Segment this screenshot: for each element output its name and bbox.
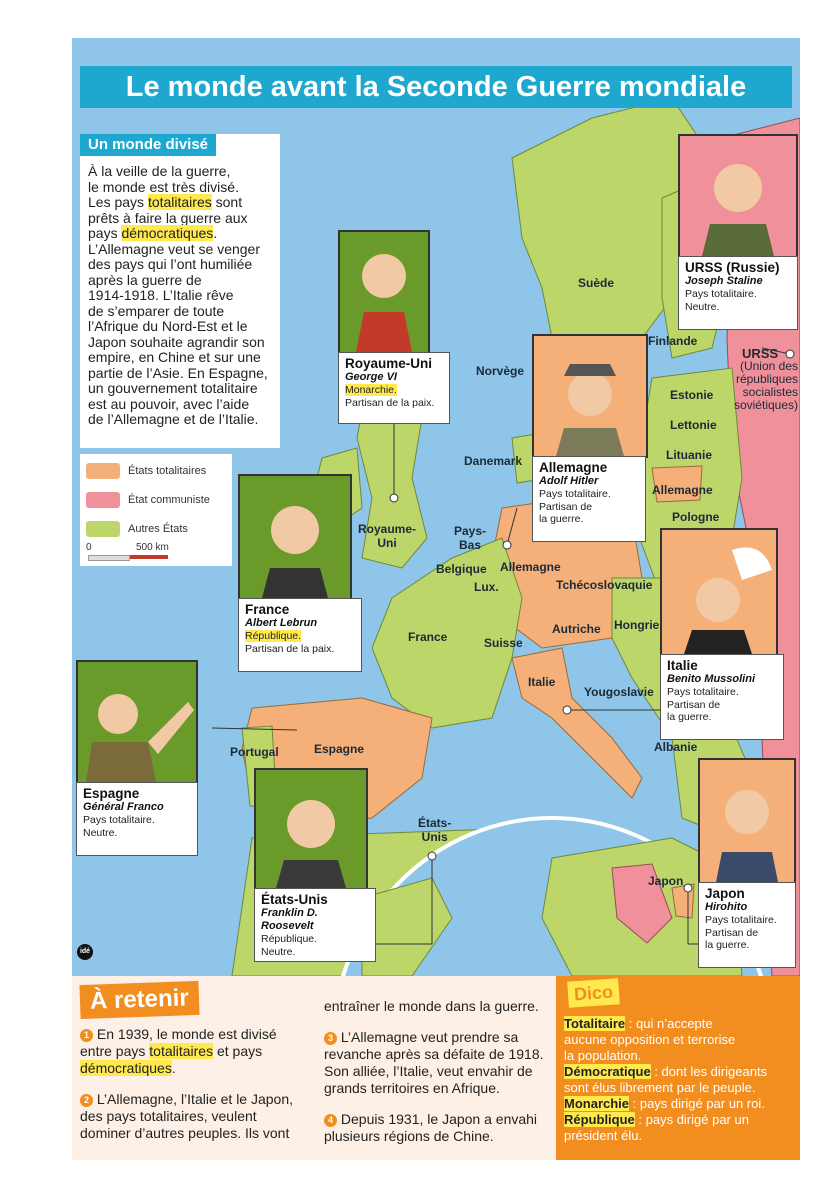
dico-entry <box>564 1016 796 1032</box>
label-danemark: Danemark <box>464 454 523 468</box>
dico-def: : qui n’accepte <box>625 1016 713 1031</box>
number-badge: 1 <box>80 1029 93 1042</box>
label-line: États- <box>418 816 452 830</box>
map-legend <box>80 454 232 566</box>
intro-line: L’Allemagne veut se venger <box>88 240 260 257</box>
intro-line: 1914-1918. L’Italie rêve <box>88 287 234 303</box>
dico-term: Totalitaire <box>564 1016 626 1031</box>
pin-uk <box>390 494 398 502</box>
scale-bar-white <box>88 555 130 561</box>
intro-text-span: sont <box>211 194 243 210</box>
portrait-staline <box>678 134 798 258</box>
card-regime: Pays totalitaire. <box>667 686 739 698</box>
retenir-line: plusieurs régions de Chine. <box>324 1128 494 1144</box>
intro-line: empire, en Chine et sur une <box>88 349 261 365</box>
retenir-line: grands territoires en Afrique. <box>324 1080 500 1096</box>
label-etats-unis <box>418 816 451 844</box>
pin-usa <box>428 852 436 860</box>
label-france: France <box>408 630 448 644</box>
card-etats-unis <box>254 888 376 962</box>
label-pays-bas <box>454 524 486 552</box>
urss-desc-line: soviétiques) <box>733 398 798 412</box>
retenir-line <box>80 1060 320 1077</box>
retenir-line: des pays totalitaires, veulent <box>80 1108 257 1124</box>
label-suisse: Suisse <box>484 636 523 650</box>
italy-shape <box>512 648 642 798</box>
intro-line: est au pouvoir, avec l’aide <box>88 395 250 412</box>
intro-line: de l’Allemagne et de l’Italie. <box>88 411 259 427</box>
urss-desc-line: (Union des <box>739 359 798 373</box>
card-stance: Partisan de la paix. <box>345 396 435 409</box>
scale-label: 500 km <box>136 542 169 553</box>
card-leader: Hirohito <box>705 901 748 913</box>
card-stance: Partisan de la paix. <box>245 642 335 655</box>
highlight-democratiques: démocratiques <box>80 1060 172 1076</box>
dico-def: : dont les dirigeants <box>650 1064 768 1079</box>
dico-entry <box>564 1112 796 1128</box>
urss-desc-line: républiques <box>735 372 798 386</box>
dico-def: : pays dirigé par un roi. <box>629 1096 765 1111</box>
label-japon: Japon <box>648 874 684 888</box>
intro-line: le monde est très divisé. <box>88 178 239 195</box>
card-country: États-Unis <box>261 892 328 907</box>
card-italie <box>660 654 784 740</box>
intro-text-span: Les pays <box>88 194 148 210</box>
retenir-text: Depuis 1931, le Japon a envahi <box>337 1111 538 1127</box>
label-line: Pays- <box>454 524 487 538</box>
portrait-franco <box>76 660 198 784</box>
dico-term: République <box>564 1112 635 1127</box>
portrait-hirohito <box>698 758 796 884</box>
intro-text-span: pays <box>88 225 122 241</box>
page <box>72 38 800 1160</box>
retenir-line: entraîner le monde dans la guerre. <box>324 998 539 1014</box>
card-regime: Pays totalitaire. <box>705 914 777 926</box>
card-stance: Partisan de <box>539 500 593 513</box>
label-royaume-uni <box>358 522 416 550</box>
spacer <box>80 1077 320 1091</box>
retenir-text: L’Allemagne, l’Italie et le Japon, <box>93 1091 294 1107</box>
scale-zero: 0 <box>86 542 92 553</box>
map <box>72 38 800 976</box>
label-yougoslavie: Yougoslavie <box>584 685 654 699</box>
portrait-george-vi <box>338 230 430 354</box>
card-stance: Neutre. <box>685 300 720 313</box>
card-country: Espagne <box>83 786 140 801</box>
label-allemagne-east: Allemagne <box>652 483 713 497</box>
dico-entry <box>564 1096 796 1112</box>
card-country: Italie <box>667 658 698 673</box>
retenir-text: En 1939, le monde est divisé <box>93 1026 277 1042</box>
dico-def: : pays dirigé par un <box>634 1112 749 1127</box>
label-hongrie: Hongrie <box>614 618 660 632</box>
card-urss <box>678 256 798 330</box>
legend-label: Autres États <box>128 523 188 535</box>
card-country: Japon <box>705 886 745 901</box>
portrait-roosevelt-drawing <box>256 770 366 888</box>
legend-swatch <box>86 492 120 508</box>
label-pologne: Pologne <box>672 510 720 524</box>
intro-line: l’Afrique du Nord-Est et le <box>88 318 248 334</box>
label-line: Uni <box>377 536 397 550</box>
highlight-totalitaires: totalitaires <box>147 194 212 210</box>
intro-line: À la veille de la guerre, <box>88 163 231 179</box>
portrait-lebrun-drawing <box>240 476 350 598</box>
card-leader: Albert Lebrun <box>245 617 318 629</box>
retenir-line: revanche après sa défaite de 1918. <box>324 1046 544 1062</box>
retenir-line: dominer d’autres peuples. Ils vont <box>80 1125 290 1141</box>
label-suede: Suède <box>578 276 615 290</box>
retenir-col-1 <box>80 1026 320 1142</box>
label-urss-desc <box>716 360 798 412</box>
legend-label: États totalitaires <box>128 465 207 477</box>
label-lux: Lux. <box>474 580 499 594</box>
portrait-staline-drawing <box>680 136 796 256</box>
dico-def: aucune opposition et terrorise <box>564 1032 736 1047</box>
dico-def: sont élus librement par le peuple. <box>564 1080 756 1095</box>
label-line: Bas <box>459 538 482 552</box>
scale-bar-red <box>130 555 168 559</box>
portrait-mussolini-drawing <box>662 530 776 654</box>
dico-def: président élu. <box>564 1128 643 1143</box>
intro-line: Japon souhaite agrandir son <box>88 333 265 350</box>
card-leader: Général Franco <box>83 801 164 813</box>
dico-text <box>564 1016 796 1144</box>
label-line: Royaume- <box>358 522 417 536</box>
portrait-hitler-drawing <box>534 336 646 456</box>
retenir-item-1 <box>80 1026 320 1043</box>
card-stance: la guerre. <box>667 711 712 723</box>
label-albanie: Albanie <box>654 740 698 754</box>
label-italie: Italie <box>528 675 556 689</box>
legend-label: État communiste <box>128 494 210 506</box>
highlight-totalitaires: totalitaires <box>149 1043 214 1059</box>
label-estonie: Estonie <box>670 388 714 402</box>
dico-entry <box>564 1064 796 1080</box>
card-royaume-uni <box>338 352 450 424</box>
card-japon <box>698 882 796 968</box>
label-portugal: Portugal <box>230 745 279 759</box>
label-norvege: Norvège <box>476 364 525 378</box>
portrait-franco-drawing <box>78 662 196 782</box>
card-regime: Pays totalitaire. <box>685 288 757 300</box>
label-lettonie: Lettonie <box>670 418 717 432</box>
label-tchecoslovaquie: Tchécoslovaquie <box>556 578 653 592</box>
page-title: Le monde avant la Seconde Guerre mondiale <box>80 66 792 108</box>
number-badge: 4 <box>324 1114 337 1127</box>
intro-line: des pays qui l’ont humiliée <box>88 256 253 272</box>
retenir-text: . <box>171 1060 176 1076</box>
card-regime: République. <box>245 630 302 642</box>
card-stance: Neutre. <box>83 826 118 839</box>
card-stance: Partisan de <box>667 698 721 711</box>
retenir-text: L’Allemagne veut prendre sa <box>337 1029 519 1045</box>
intro-line: un gouvernement totalitaire <box>88 380 258 396</box>
portrait-lebrun <box>238 474 352 600</box>
card-espagne <box>76 782 198 856</box>
dico-tag: Dico <box>567 978 620 1007</box>
intro-line: de s’emparer de toute <box>88 302 225 319</box>
card-stance: Neutre. <box>261 945 296 958</box>
card-country: URSS (Russie) <box>685 260 780 275</box>
legend-item-communist <box>86 491 210 509</box>
intro-line: après la guerre de <box>88 271 202 288</box>
label-autriche: Autriche <box>552 622 601 636</box>
spacer <box>324 1015 556 1029</box>
label-line: Unis <box>421 830 448 844</box>
intro-line <box>88 226 278 242</box>
card-leader: Benito Mussolini <box>667 673 755 685</box>
card-leader: Franklin D. Roosevelt <box>261 907 318 932</box>
card-stance: Partisan de <box>705 926 759 939</box>
card-regime: Pays totalitaire. <box>83 814 155 826</box>
dico-term: Monarchie <box>564 1096 630 1111</box>
portrait-hirohito-drawing <box>700 760 794 882</box>
section-tag: Un monde divisé <box>80 134 216 156</box>
retenir-line <box>80 1043 320 1060</box>
intro-line <box>88 195 278 211</box>
publisher-logo: idé <box>77 944 93 960</box>
card-regime: République. <box>261 933 318 945</box>
pin-japan <box>684 884 692 892</box>
label-finlande: Finlande <box>648 334 698 348</box>
portrait-hitler <box>532 334 648 458</box>
card-regime: Monarchie. <box>345 384 397 396</box>
retenir-text: entre pays <box>80 1043 150 1059</box>
number-badge: 2 <box>80 1094 93 1107</box>
label-lituanie: Lituanie <box>666 448 713 462</box>
card-stance: la guerre. <box>705 939 750 951</box>
label-espagne: Espagne <box>314 742 365 756</box>
intro-text <box>88 164 278 428</box>
intro-line: prêts à faire la guerre aux <box>88 209 248 226</box>
retenir-item-2 <box>80 1091 320 1108</box>
label-belgique: Belgique <box>436 562 487 576</box>
dico-def: la population. <box>564 1048 642 1063</box>
card-country: France <box>245 602 290 617</box>
card-france <box>238 598 362 672</box>
urss-desc-line: socialistes <box>742 385 798 399</box>
spacer <box>324 1097 556 1111</box>
label-allemagne: Allemagne <box>500 560 561 574</box>
card-leader: Joseph Staline <box>685 275 763 287</box>
retenir-tag: À retenir <box>79 981 199 1019</box>
pin-italy <box>563 706 571 714</box>
retenir-col-2 <box>324 998 556 1145</box>
legend-item-totalitarian <box>86 462 206 480</box>
retenir-item-3 <box>324 1029 556 1046</box>
pin-germany <box>503 541 511 549</box>
card-leader: George VI <box>345 371 397 383</box>
card-stance: la guerre. <box>539 513 584 525</box>
retenir-item-4 <box>324 1111 556 1128</box>
highlight-democratiques: démocratiques <box>121 225 214 241</box>
portrait-roosevelt <box>254 768 368 890</box>
intro-text-span: . <box>213 225 218 241</box>
portrait-mussolini <box>660 528 778 656</box>
dico-term: Démocratique <box>564 1064 651 1079</box>
retenir-text: et pays <box>213 1043 263 1059</box>
intro-line: partie de l’Asie. En Espagne, <box>88 364 268 381</box>
card-leader: Adolf Hitler <box>539 475 599 487</box>
legend-item-other <box>86 520 188 538</box>
portrait-george-vi-drawing <box>340 232 428 352</box>
number-badge: 3 <box>324 1032 337 1045</box>
card-country: Royaume-Uni <box>345 356 433 371</box>
card-allemagne <box>532 456 646 542</box>
card-regime: Pays totalitaire. <box>539 488 611 500</box>
pin-urss <box>786 350 794 358</box>
legend-swatch <box>86 521 120 537</box>
legend-swatch <box>86 463 120 479</box>
label-urss: URSS <box>742 346 779 361</box>
card-country: Allemagne <box>539 460 608 475</box>
retenir-line: Son alliée, l’Italie, veut envahir de <box>324 1063 533 1079</box>
